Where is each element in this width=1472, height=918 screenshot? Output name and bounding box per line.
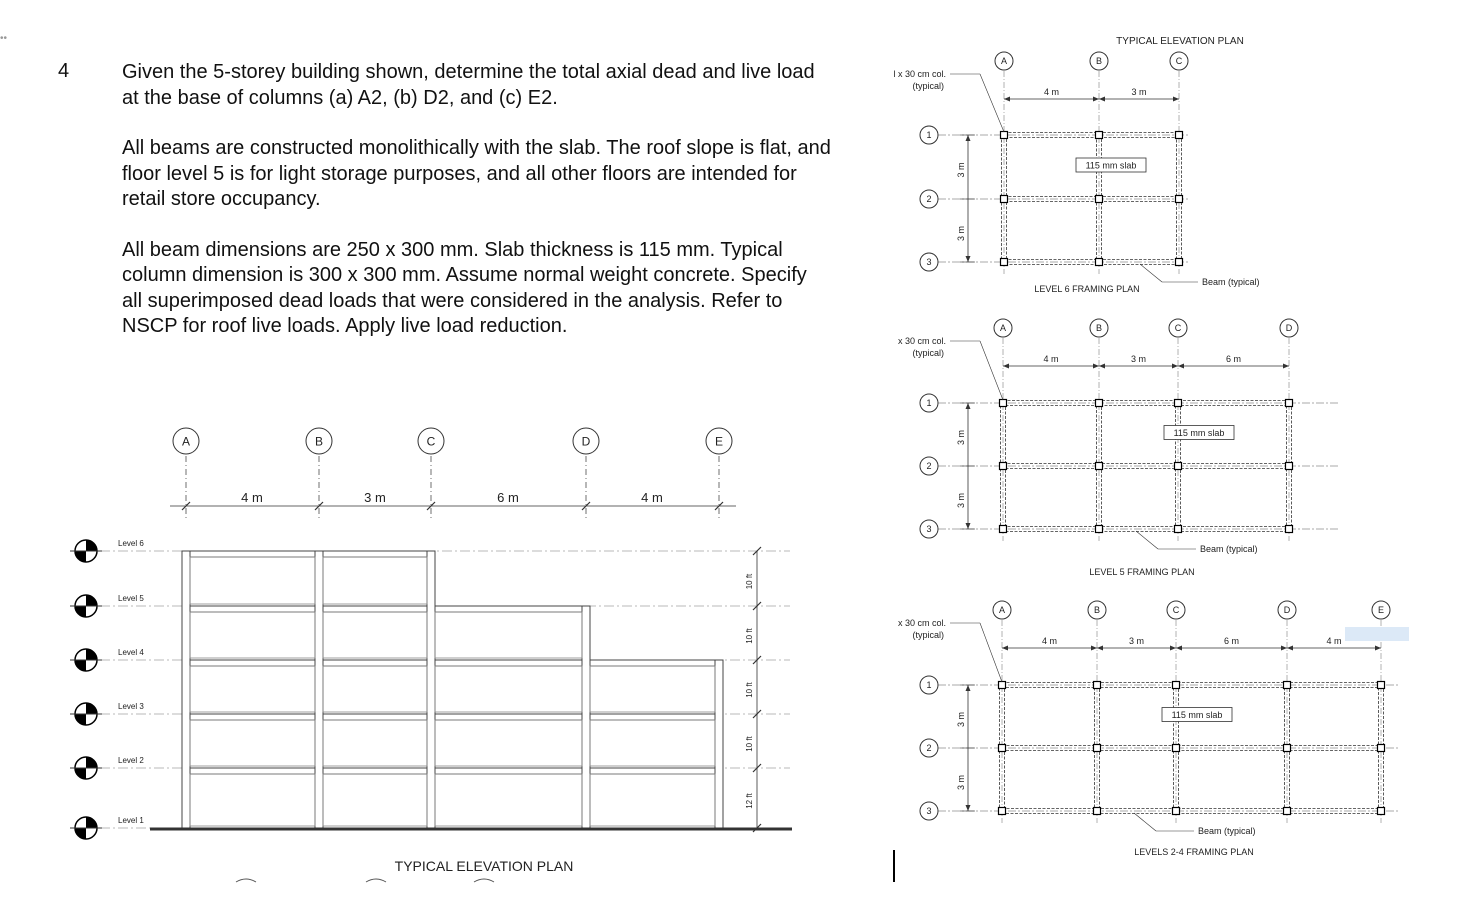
level5-grid-C-label: C — [1174, 323, 1182, 334]
elev-bay-dim: 6 m — [497, 490, 519, 505]
levels2to4-title: LEVELS 2-4 FRAMING PLAN — [1134, 847, 1254, 857]
level-datum-quadrant — [75, 714, 86, 725]
elev-column — [315, 551, 323, 828]
elev-bay-dim: 4 m — [641, 490, 663, 505]
levels2to4-bay-dim: 4 m — [1326, 636, 1342, 646]
levels2to4-leader — [980, 623, 1002, 682]
elev-bay-panel — [590, 720, 715, 766]
elev-bay-panel — [435, 774, 582, 826]
elev-floor-beam — [190, 606, 315, 612]
level-datum-quadrant — [86, 540, 97, 551]
level6-grid-B-label: B — [1095, 56, 1103, 67]
level6-dim-line-arrow-left — [1099, 97, 1105, 102]
elev-bay-panel — [190, 666, 315, 712]
elev-floor-beam — [190, 551, 315, 557]
elev-column — [715, 660, 723, 828]
level6-row-3-label: 3 — [926, 257, 932, 268]
level5-column — [1000, 526, 1007, 533]
elev-bay-panel — [323, 774, 427, 826]
levels2to4-column — [999, 808, 1006, 815]
level5-column — [1000, 463, 1007, 470]
level6-column — [1001, 132, 1008, 139]
levels2to4-dim-line-arrow-right — [1170, 646, 1176, 651]
elev-storey-height: 10 ft — [745, 682, 754, 698]
levels2to4-column — [1378, 808, 1385, 815]
level5-dim-line-arrow-left — [1003, 364, 1009, 369]
level6-column — [1001, 259, 1008, 266]
elev-floor-beam — [435, 606, 582, 612]
levels2to4-column — [1094, 808, 1101, 815]
levels2to4-dim-line-arrow-left — [1002, 646, 1008, 651]
problem-paragraph-2: All beams are constructed monolithically with the slab. The roof slope is flat, and floor level 5 is for light storage purposes, and all other floors are intended for retail store occupancy. — [122, 137, 831, 210]
level5-row-dim-line-arrow-top — [966, 403, 971, 409]
problem-paragraph-1: Given the 5-storey building shown, determine the total axial dead and live load at the base of columns (a) A2, (b) D2, and (c) E2. — [122, 61, 815, 109]
level5-dim-line-arrow-right — [1093, 364, 1099, 369]
elev-bay-panel — [590, 666, 715, 712]
elev-bay-panel — [190, 720, 315, 766]
level6-dim-line-arrow-right — [1173, 97, 1179, 102]
level5-beam-leader — [1136, 531, 1158, 549]
elev-floor-beam — [435, 660, 582, 666]
level5-row-2-label: 2 — [926, 461, 932, 472]
level5-dim-line-arrow-right — [1172, 364, 1178, 369]
problem-number: 4 — [58, 60, 70, 82]
level6-row-dim-line-arrow-bottom — [966, 256, 971, 262]
elev-grid-A-label: A — [181, 434, 191, 449]
levels2to4-row-3-label: 3 — [926, 806, 932, 817]
elev-floor-beam — [323, 714, 427, 720]
levels2to4-column — [1284, 808, 1291, 815]
levels2to4-bay-dim: 3 m — [1128, 636, 1145, 646]
level6-row-2-label: 2 — [926, 194, 932, 205]
level-datum-quadrant — [75, 768, 86, 779]
elev-floor-beam — [323, 551, 427, 557]
level5-dim-line-arrow-left — [1099, 364, 1105, 369]
elev-bay-panel — [590, 774, 715, 826]
level6-row-dim: 3 m — [956, 162, 966, 178]
level6-row-dim-line-arrow-top — [966, 135, 971, 141]
elev-floor-beam — [590, 768, 715, 774]
level5-dim-line-arrow-right — [1283, 364, 1289, 369]
elev-level-label: Level 2 — [118, 756, 144, 765]
elev-grid-C-label: C — [426, 434, 436, 449]
corner-dots: •• — [0, 33, 8, 44]
level-datum-quadrant — [75, 660, 86, 671]
levels2to4-row-dim-line-arrow-bottom — [966, 805, 971, 811]
level6-column — [1096, 259, 1103, 266]
levels2to4-dim-line-arrow-right — [1281, 646, 1287, 651]
level5-column — [1096, 463, 1103, 470]
level5-beam-label: Beam (typical) — [1200, 544, 1258, 554]
level6-leader — [980, 74, 1004, 132]
elev-title-arc — [474, 879, 494, 882]
level5-dim-line-arrow-left — [1178, 364, 1184, 369]
elev-level-label: Level 3 — [118, 702, 144, 711]
elev-bay-panel — [435, 720, 582, 766]
levels2to4-column — [999, 682, 1006, 689]
level5-bay-dim: 3 m — [1130, 354, 1147, 364]
level6-row-1-label: 1 — [926, 130, 932, 141]
level5-leader — [980, 341, 1003, 400]
level6-grid-C-label: C — [1175, 56, 1183, 67]
elev-storey-height: 12 ft — [745, 793, 754, 809]
elev-storey-height: 10 ft — [745, 628, 754, 644]
levels2to4-dim-line-arrow-left — [1176, 646, 1182, 651]
elev-title-arc — [236, 879, 256, 882]
level6-title: LEVEL 6 FRAMING PLAN — [1034, 284, 1140, 294]
elev-bay-dim: 3 m — [364, 490, 386, 505]
levels2to4-dim-line-arrow-left — [1287, 646, 1293, 651]
levels2to4-beam-leader — [1134, 813, 1156, 831]
elev-floor-beam — [435, 768, 582, 774]
level5-grid-D-label: D — [1285, 323, 1293, 334]
levels2to4-row-dim-line-arrow-top — [966, 685, 971, 691]
levels2to4-bay-dim: 4 m — [1041, 636, 1058, 646]
level6-bay-dim: 3 m — [1131, 87, 1147, 97]
elev-floor-beam — [190, 768, 315, 774]
level6-column-note: l x 30 cm col. — [893, 69, 946, 79]
levels2to4-column-note: x 30 cm col. — [897, 618, 946, 628]
elev-bay-panel — [323, 720, 427, 766]
level5-column — [1175, 526, 1182, 533]
elev-bay-panel — [190, 612, 315, 658]
level5-slab-label: 115 mm slab — [1173, 428, 1225, 438]
level5-row-1-label: 1 — [926, 398, 932, 409]
level5-row-dim: 3 m — [956, 429, 966, 446]
levels2to4-grid-E-label: E — [1377, 605, 1385, 616]
levels2to4-beam-label: Beam (typical) — [1198, 826, 1256, 836]
level6-grid-A-label: A — [1000, 56, 1008, 67]
elev-bay-panel — [190, 774, 315, 826]
level5-title: LEVEL 5 FRAMING PLAN — [1089, 567, 1195, 577]
levels2to4-column-note-typical: (typical) — [912, 630, 944, 640]
levels2to4-column — [1094, 745, 1101, 752]
level6-column-note-typical: (typical) — [912, 81, 944, 91]
level-datum-quadrant — [86, 817, 97, 828]
level5-grid-A-label: A — [999, 323, 1007, 334]
elev-bay-dim: 4 m — [241, 490, 263, 505]
level5-column — [1286, 463, 1293, 470]
level5-row-dim-line-arrow-bottom — [966, 523, 971, 529]
level5-column — [1096, 526, 1103, 533]
levels2to4-column — [1173, 745, 1180, 752]
elev-bay-panel — [435, 666, 582, 712]
levels2to4-grid-D-label: D — [1283, 605, 1291, 616]
level-datum-quadrant — [86, 595, 97, 606]
levels2to4-grid-A-label: A — [998, 605, 1006, 616]
level5-column — [1286, 526, 1293, 533]
elev-level-label: Level 6 — [118, 539, 144, 548]
level-datum-quadrant — [75, 828, 86, 839]
level6-column — [1096, 132, 1103, 139]
level5-grid-B-label: B — [1095, 323, 1103, 334]
elev-level-label: Level 1 — [118, 816, 144, 825]
levels2to4-grid-C-label: C — [1172, 605, 1180, 616]
level6-slab-label: 115 mm slab — [1085, 160, 1137, 171]
text-cursor — [893, 850, 895, 882]
levels2to4-row-2-label: 2 — [926, 743, 932, 754]
levels2to4-column — [1378, 745, 1385, 752]
levels2to4-column — [1173, 808, 1180, 815]
level5-bay-dim: 6 m — [1225, 354, 1242, 364]
elev-bay-panel — [190, 557, 315, 604]
level-datum-quadrant — [86, 649, 97, 660]
levels2to4-row-dim: 3 m — [956, 711, 966, 728]
levels2to4-dim-line-arrow-left — [1097, 646, 1103, 651]
elev-floor-beam — [590, 714, 715, 720]
elev-bay-panel — [323, 557, 427, 604]
levels2to4-row-1-label: 1 — [926, 680, 932, 691]
elev-storey-height: 10 ft — [745, 736, 754, 752]
level5-row-dim: 3 m — [956, 492, 966, 509]
levels2to4-dim-line-arrow-right — [1091, 646, 1097, 651]
elev-floor-beam — [323, 768, 427, 774]
level-datum-quadrant — [75, 606, 86, 617]
level6-bay-dim: 4 m — [1043, 87, 1060, 97]
elev-grid-D-label: D — [581, 434, 591, 449]
level5-column — [1000, 400, 1007, 407]
level-datum-quadrant — [75, 551, 86, 562]
elev-level-label: Level 5 — [118, 594, 144, 603]
level5-column — [1175, 400, 1182, 407]
elev-title-arc — [366, 879, 386, 882]
level6-column — [1001, 196, 1008, 203]
level6-beam-leader — [1140, 264, 1162, 282]
level6-dim-line-arrow-right — [1093, 97, 1099, 102]
elev-bay-panel — [323, 666, 427, 712]
elev-storey-height: 10 ft — [745, 573, 754, 590]
level6-column — [1176, 132, 1183, 139]
levels2to4-column — [1378, 682, 1385, 689]
elev-bay-panel — [323, 612, 427, 658]
levels2to4-bay-dim: 6 m — [1223, 636, 1240, 646]
elev-floor-beam — [190, 714, 315, 720]
levels2to4-column — [1173, 682, 1180, 689]
levels2to4-dim-line-arrow-right — [1375, 646, 1381, 651]
elev-bay-panel — [435, 612, 582, 658]
level5-bay-dim: 4 m — [1043, 354, 1059, 364]
level6-column — [1176, 259, 1183, 266]
level6-beam-label: Beam (typical) — [1202, 277, 1260, 287]
level-datum-quadrant — [86, 757, 97, 768]
level5-column — [1175, 463, 1182, 470]
level5-column-note-typical: (typical) — [912, 348, 944, 358]
level6-column — [1176, 196, 1183, 203]
levels2to4-column — [1284, 682, 1291, 689]
levels2to4-grid-B-label: B — [1093, 605, 1101, 616]
level5-column-note: x 30 cm col. — [897, 336, 946, 346]
level5-column — [1096, 400, 1103, 407]
level5-column — [1286, 400, 1293, 407]
levels2to4-column — [1094, 682, 1101, 689]
level5-row-3-label: 3 — [926, 524, 932, 535]
elev-column — [182, 551, 190, 828]
elev-floor-beam — [323, 606, 427, 612]
levels2to4-row-dim: 3 m — [956, 774, 966, 791]
elev-grid-E-label: E — [714, 434, 724, 449]
level6-row-dim: 3 m — [956, 225, 966, 242]
levels2to4-column — [1284, 745, 1291, 752]
plans-top-title: TYPICAL ELEVATION PLAN — [1116, 36, 1244, 47]
elev-level-label: Level 4 — [118, 648, 144, 657]
elev-title: TYPICAL ELEVATION PLAN — [394, 858, 574, 874]
levels2to4-column — [999, 745, 1006, 752]
elev-floor-beam — [435, 714, 582, 720]
levels2to4-slab-label: 115 mm slab — [1171, 710, 1223, 720]
elev-column — [582, 606, 590, 828]
level6-dim-line-arrow-left — [1004, 97, 1010, 102]
elev-floor-beam — [190, 660, 315, 666]
selection-highlight — [1345, 627, 1409, 641]
elev-column — [427, 551, 435, 828]
level6-column — [1096, 196, 1103, 203]
elev-grid-B-label: B — [314, 434, 324, 449]
elev-floor-beam — [590, 660, 715, 666]
level-datum-quadrant — [86, 703, 97, 714]
elev-floor-beam — [323, 660, 427, 666]
problem-paragraph-3: All beam dimensions are 250 x 300 mm. Slab thickness is 115 mm. Typical column dimension is 300 x 300 mm. Assume normal weight concrete. Specify all superimposed dead loads that were considered in the analysis. Refer to NSCP for roof live loads. Apply live load reduction. — [122, 238, 807, 337]
